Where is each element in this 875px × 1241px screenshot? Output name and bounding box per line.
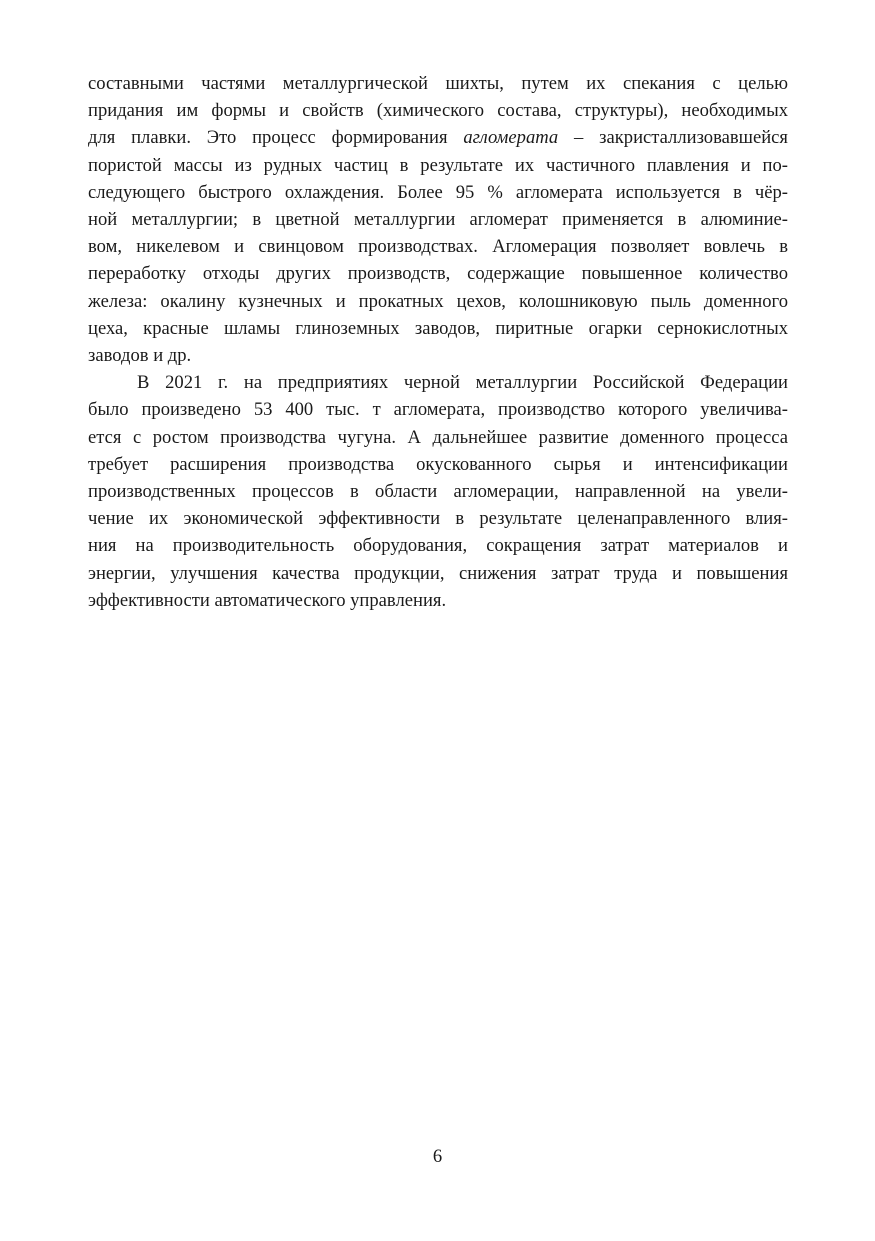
- body-text: [88, 70, 788, 614]
- text-line: эффективности автоматического управления.: [88, 589, 447, 611]
- text-segment: – закристаллизовавшейся: [558, 127, 788, 149]
- text-line: требует расширения производства окускованного сырья и интенсификации: [88, 453, 788, 475]
- text-line: ной металлургии; в цветной металлургии агломерат применяется в алюминие-: [88, 209, 788, 231]
- page-number: 6: [432, 1146, 443, 1167]
- text-line: производственных процессов в области агломерации, направленной на увели-: [88, 481, 788, 503]
- text-line: ния на производительность оборудования, сокращения затрат материалов и: [88, 535, 788, 557]
- text-line: ется с ростом производства чугуна. А дальнейшее развитие доменного процесса: [88, 426, 788, 448]
- text-line: следующего быстрого охлаждения. Более 95 % агломерата используется в чёр-: [88, 181, 788, 203]
- text-line: В 2021 г. на предприятиях черной металлургии Российской Федерации: [137, 372, 788, 394]
- text-line: переработку отходы других производств, содержащие повышенное количество: [88, 263, 788, 285]
- text-line: было произведено 53 400 тыс. т агломерата, производство которого увеличива-: [88, 399, 788, 421]
- text-segment: для плавки. Это процесс формирования: [88, 127, 464, 149]
- text-line: чение их экономической эффективности в результате целенаправленного влия-: [88, 508, 788, 530]
- italic-term: агломерата: [463, 127, 559, 149]
- text-line: заводов и др.: [88, 345, 192, 367]
- paragraph-production-2021: [88, 369, 788, 614]
- text-line: энергии, улучшения качества продукции, снижения затрат труда и повышения: [88, 562, 788, 584]
- text-line: вом, никелевом и свинцовом производствах. Агломерация позволяет вовлечь в: [88, 236, 788, 258]
- text-line: составными частями металлургической шихты, путем их спекания с целью: [88, 73, 788, 94]
- text-line: цеха, красные шламы глиноземных заводов, пиритные огарки сернокислотных: [88, 317, 788, 339]
- text-line: [88, 124, 788, 151]
- text-line: железа: окалину кузнечных и прокатных цехов, колошниковую пыль доменного: [88, 290, 788, 312]
- text-line: придания им формы и свойств (химического состава, структуры), необходимых: [88, 100, 788, 122]
- paragraph-agglomeration-definition: [88, 70, 788, 369]
- text-line: пористой массы из рудных частиц в результате их частичного плавления и по-: [88, 154, 788, 176]
